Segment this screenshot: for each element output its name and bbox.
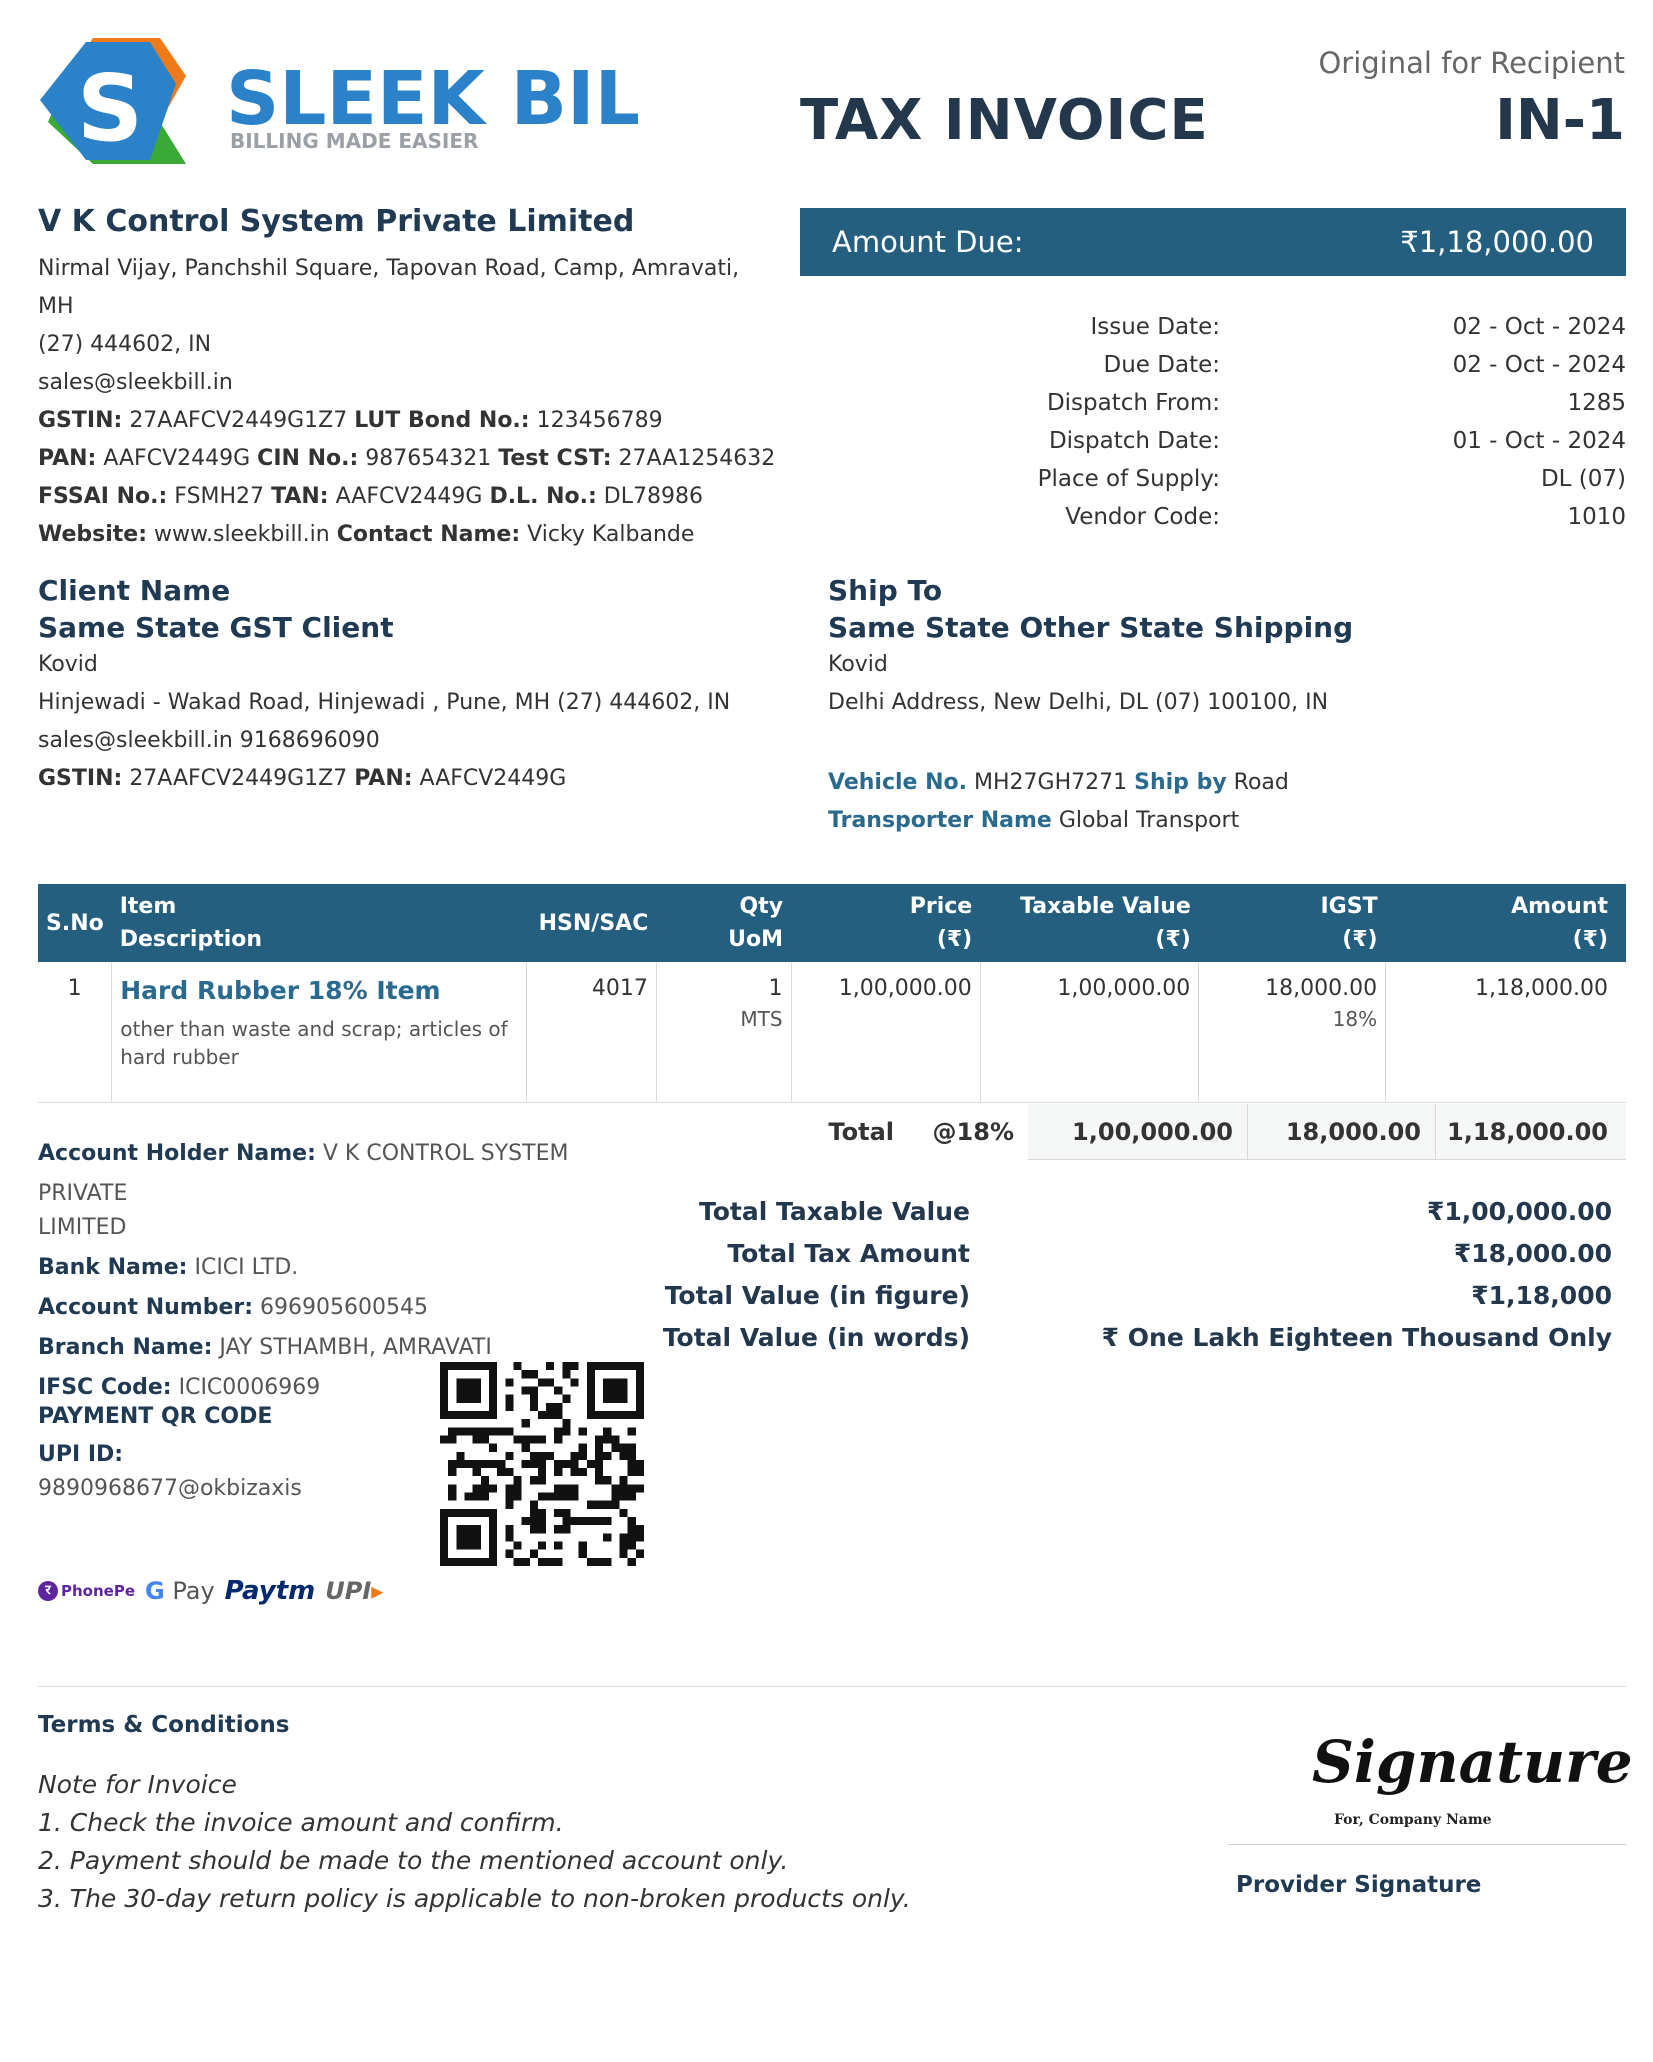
seller-email: sales@sleekbill.in — [38, 370, 233, 395]
summary-label: Total Tax Amount — [727, 1238, 970, 1268]
meta-row — [900, 460, 1626, 498]
signature-line — [1228, 1844, 1626, 1845]
phonepe-label: PhonePe — [61, 1582, 135, 1600]
meta-value: 02 - Oct - 2024 — [1452, 314, 1626, 340]
account-value: 696905600545 — [260, 1295, 429, 1320]
bank-name-line — [38, 1248, 658, 1288]
seller-name: V K Control System Private Limited — [38, 204, 635, 239]
row-igst — [1199, 962, 1386, 1102]
meta-label: Vendor Code: — [1065, 504, 1220, 530]
branch-label: Branch Name: — [38, 1335, 213, 1360]
summary-row — [660, 1232, 1612, 1274]
row-hsn: 4017 — [526, 962, 656, 1102]
cst-value: 27AA1254632 — [618, 446, 776, 471]
tan-label: TAN: — [271, 484, 329, 509]
signature-image: Signature — [1312, 1728, 1633, 1796]
seller-gstin-line — [38, 402, 778, 440]
summary-value: ₹ One Lakh Eighteen Thousand Only — [1101, 1322, 1612, 1352]
col-igst-currency: (₹) — [1342, 927, 1378, 952]
meta-label: Issue Date: — [1090, 314, 1220, 340]
brand-tagline: BILLING MADE EASIER — [230, 129, 479, 153]
ship-by-value: Road — [1233, 770, 1289, 795]
seller-address-line2: (27) 444602, IN — [38, 332, 212, 357]
note-line: 2. Payment should be made to the mentioned account only. — [38, 1846, 789, 1875]
col-amount-label: Amount — [1511, 894, 1608, 919]
meta-value: 1010 — [1567, 504, 1626, 530]
summary-label: Total Taxable Value — [699, 1196, 970, 1226]
meta-label: Dispatch From: — [1046, 390, 1220, 416]
qr-label: PAYMENT QR CODE — [38, 1404, 273, 1429]
meta-row — [900, 384, 1626, 422]
note-line: 3. The 30-day return policy is applicable to non-broken products only. — [38, 1884, 911, 1913]
cst-label: Test CST: — [498, 446, 612, 471]
contact-value: Vicky Kalbande — [527, 522, 695, 547]
client-contact: Kovid — [38, 652, 98, 677]
ship-to-heading: Ship To — [828, 574, 943, 607]
client-tax-line — [38, 760, 798, 798]
client-heading: Client Name — [38, 574, 231, 607]
ifsc-value: ICIC0006969 — [178, 1375, 321, 1400]
transporter-label: Transporter Name — [828, 808, 1052, 833]
row-taxable: 1,00,000.00 — [980, 962, 1199, 1102]
meta-value: 1285 — [1567, 390, 1626, 416]
invoice-number: IN-1 — [1495, 88, 1625, 153]
totals-summary — [660, 1190, 1612, 1358]
bank-holder-line — [38, 1134, 658, 1214]
ifsc-label: IFSC Code: — [38, 1375, 172, 1400]
col-amount — [1386, 884, 1626, 962]
upi-logo-label: UPI — [325, 1577, 372, 1605]
branch-value: JAY STHAMBH, AMRAVATI — [219, 1335, 492, 1360]
paytm-icon — [225, 1576, 316, 1606]
col-qty-label: Qty — [739, 894, 784, 919]
note-title: Note for Invoice — [38, 1770, 237, 1799]
dl-value: DL78986 — [603, 484, 703, 509]
col-taxable — [980, 884, 1199, 962]
summary-label: Total Value (in figure) — [664, 1280, 970, 1310]
account-line — [38, 1288, 658, 1328]
terms-heading: Terms & Conditions — [38, 1712, 290, 1738]
row-item — [112, 962, 527, 1102]
transporter-value: Global Transport — [1058, 808, 1240, 833]
row-uom: MTS — [740, 1007, 783, 1031]
col-description-label: Description — [119, 927, 263, 952]
seller-fssai-line — [38, 478, 778, 516]
note-line: 1. Check the invoice amount and confirm. — [38, 1808, 564, 1837]
row-sno: 1 — [38, 962, 112, 1102]
invoice-meta — [900, 308, 1626, 536]
fssai-value: FSMH27 — [174, 484, 265, 509]
holder-label: Account Holder Name: — [38, 1141, 316, 1166]
brand-wordmark: SLEEK BIL — [226, 56, 638, 142]
ship-to-block — [828, 574, 1626, 840]
gstin-value: 27AAFCV2449G1Z7 — [129, 408, 348, 433]
ship-to-name: Same State Other State Shipping — [828, 611, 1354, 644]
meta-row — [900, 308, 1626, 346]
total-rate: @18% — [932, 1118, 1014, 1146]
signature-for: For, Company Name — [1334, 1812, 1492, 1828]
col-taxable-currency: (₹) — [1155, 927, 1191, 952]
cin-label: CIN No.: — [257, 446, 359, 471]
svg-text:S: S — [76, 55, 144, 162]
gpay-icon: G Pay — [145, 1577, 215, 1605]
meta-row — [900, 422, 1626, 460]
meta-value: DL (07) — [1540, 466, 1626, 492]
seller-website-line — [38, 516, 778, 554]
total-label: Total — [828, 1118, 894, 1146]
col-price — [791, 884, 980, 962]
amount-due-bar — [800, 208, 1626, 276]
upi-label: UPI ID: — [38, 1442, 124, 1467]
summary-value: ₹18,000.00 — [1453, 1238, 1612, 1268]
seller-pan-line — [38, 440, 778, 478]
gstin-label: GSTIN: — [38, 408, 123, 433]
total-amount: 1,18,000.00 — [1436, 1104, 1626, 1160]
amount-due-value: ₹1,18,000.00 — [1400, 225, 1594, 259]
table-header-row — [38, 884, 1626, 962]
summary-row — [660, 1274, 1612, 1316]
section-divider — [38, 1686, 1626, 1687]
total-taxable: 1,00,000.00 — [1028, 1104, 1248, 1160]
pan-label: PAN: — [38, 446, 97, 471]
items-table — [38, 884, 1626, 1103]
payment-logos — [38, 1574, 383, 1608]
upi-icon: UPI▸ — [325, 1577, 384, 1605]
meta-label: Due Date: — [1103, 352, 1220, 378]
dl-label: D.L. No.: — [489, 484, 597, 509]
summary-value: ₹1,00,000.00 — [1426, 1196, 1612, 1226]
col-price-currency: (₹) — [936, 927, 973, 952]
row-item-description: other than waste and scrap; articles of hard rubber — [120, 1017, 508, 1069]
contact-label: Contact Name: — [336, 522, 521, 547]
holder-value-cont: LIMITED — [38, 1215, 127, 1240]
tan-value: AAFCV2449G — [335, 484, 483, 509]
account-label: Account Number: — [38, 1295, 254, 1320]
sleekbill-logo — [38, 36, 638, 166]
website-label: Website: — [38, 522, 148, 547]
transporter-line — [828, 802, 1626, 840]
row-qty — [656, 962, 791, 1102]
copy-label: Original for Recipient — [1318, 46, 1625, 80]
col-amount-currency: (₹) — [1572, 927, 1608, 952]
amount-due-label: Amount Due: — [832, 225, 1024, 259]
summary-value: ₹1,18,000 — [1471, 1280, 1612, 1310]
bank-label: Bank Name: — [38, 1255, 188, 1280]
col-igst-label: IGST — [1320, 894, 1378, 919]
client-name: Same State GST Client — [38, 611, 394, 644]
lut-label: LUT Bond No.: — [354, 408, 530, 433]
meta-value: 01 - Oct - 2024 — [1452, 428, 1626, 454]
seller-address — [38, 250, 778, 554]
col-price-label: Price — [909, 894, 973, 919]
meta-label: Dispatch Date: — [1048, 428, 1220, 454]
row-item-name: Hard Rubber 18% Item — [120, 976, 441, 1005]
row-qty-value: 1 — [768, 976, 783, 1001]
ship-to-contact: Kovid — [828, 652, 888, 677]
col-item — [112, 884, 527, 962]
document-title: TAX INVOICE — [800, 88, 1209, 153]
col-item-label: Item — [119, 894, 177, 919]
fssai-label: FSSAI No.: — [38, 484, 168, 509]
phonepe-icon: र PhonePe — [38, 1581, 135, 1601]
payment-block — [38, 1398, 302, 1508]
summary-row — [660, 1316, 1612, 1358]
client-gstin: 27AAFCV2449G1Z7 — [129, 766, 348, 791]
col-qty — [656, 884, 791, 962]
client-pan: AAFCV2449G — [419, 766, 567, 791]
holder-value: V K CONTROL SYSTEM PRIVATE — [38, 1141, 569, 1206]
col-uom-label: UoM — [728, 927, 784, 952]
client-block — [38, 574, 798, 798]
client-address: Hinjewadi - Wakad Road, Hinjewadi , Pune, MH (27) 444602, IN — [38, 690, 731, 715]
vehicle-label: Vehicle No. — [828, 770, 967, 795]
meta-row — [900, 346, 1626, 384]
vehicle-value: MH27GH7271 — [974, 770, 1128, 795]
col-taxable-label: Taxable Value — [1020, 894, 1191, 919]
col-sno: S.No — [38, 884, 112, 962]
website-value[interactable]: www.sleekbill.in — [154, 522, 330, 547]
row-amount: 1,18,000.00 — [1475, 976, 1608, 1001]
row-igst-value: 18,000.00 — [1265, 976, 1378, 1001]
paytm-label: Paytm — [224, 1576, 316, 1606]
col-igst — [1199, 884, 1386, 962]
table-row — [38, 962, 1626, 1102]
vehicle-line — [828, 764, 1626, 802]
upi-id: 9890968677@okbizaxis — [38, 1476, 302, 1501]
ship-by-label: Ship by — [1134, 770, 1227, 795]
meta-value: 02 - Oct - 2024 — [1452, 352, 1626, 378]
row-igst-rate: 18% — [1332, 1007, 1378, 1031]
total-igst: 18,000.00 — [1248, 1104, 1436, 1160]
logo-icon — [38, 36, 638, 166]
row-price: 1,00,000.00 — [791, 962, 980, 1102]
client-pan-label: PAN: — [354, 766, 413, 791]
ship-to-address: Delhi Address, New Delhi, DL (07) 100100, IN — [828, 690, 1329, 715]
summary-label: Total Value (in words) — [662, 1322, 970, 1352]
bank-value: ICICI LTD. — [194, 1255, 299, 1280]
pan-value: AAFCV2449G — [103, 446, 251, 471]
signature-label: Provider Signature — [1236, 1872, 1482, 1898]
payment-qr-icon — [440, 1362, 644, 1566]
summary-row — [660, 1190, 1612, 1232]
col-hsn: HSN/SAC — [526, 884, 656, 962]
meta-label: Place of Supply: — [1037, 466, 1220, 492]
lut-value: 123456789 — [536, 408, 663, 433]
client-email-phone: sales@sleekbill.in 9168696090 — [38, 728, 380, 753]
cin-value: 987654321 — [365, 446, 492, 471]
client-gstin-label: GSTIN: — [38, 766, 123, 791]
meta-row — [900, 498, 1626, 536]
seller-address-line1: Nirmal Vijay, Panchshil Square, Tapovan Road, Camp, Amravati, MH — [38, 256, 740, 319]
